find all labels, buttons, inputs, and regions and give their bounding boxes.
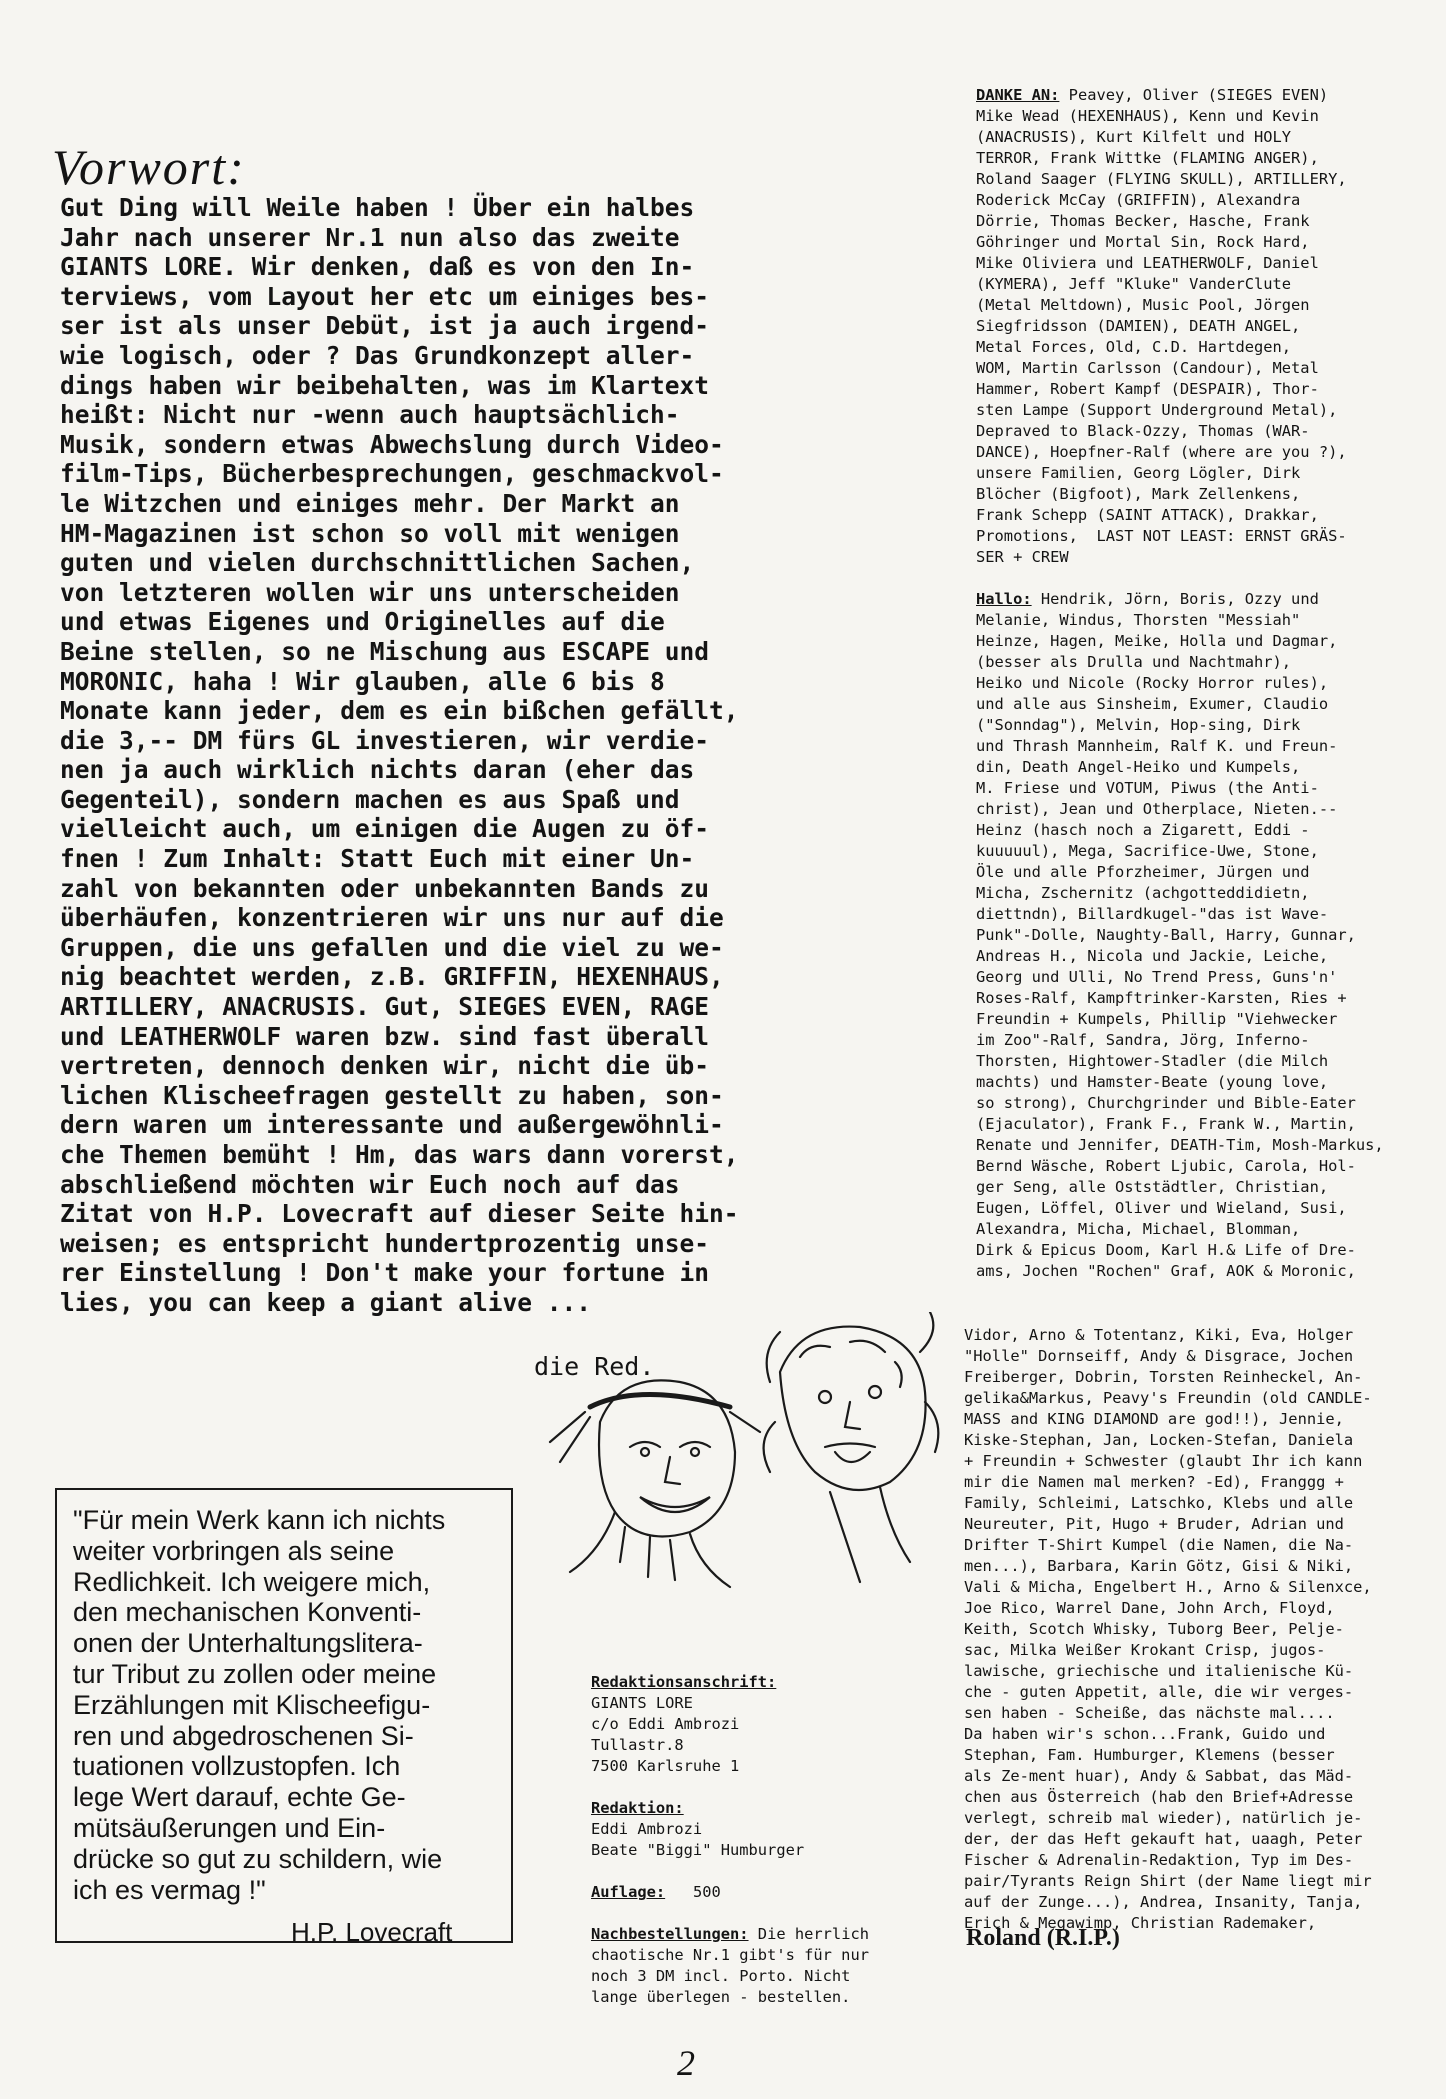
address-label: Redaktionsanschrift: xyxy=(591,1673,777,1691)
cartoon-faces-illustration xyxy=(530,1312,950,1602)
editorial-signature: die Red. xyxy=(534,1352,655,1381)
vorwort-heading: Vorwort: xyxy=(52,139,246,195)
editors-label: Redaktion: xyxy=(591,1799,684,1817)
thanks-label: DANKE AN: xyxy=(976,86,1060,104)
reorder-label: Nachbestellungen: xyxy=(591,1925,749,1943)
editors-text: Eddi Ambrozi Beate "Biggi" Humburger xyxy=(591,1820,805,1859)
imprint xyxy=(591,1672,951,2008)
vorwort-body: Gut Ding will Weile haben ! Über ein halbes Jahr nach unserer Nr.1 nun also das zweite GIANTS LORE. Wir denken, daß es von den In- terviews, vom Layout her etc um einiges bes- ser ist als unser Debüt, ist ja auch irgend- wie logisch, oder ? Das Grundkonzept aller- dings haben wir beibehalten, was im Klartext heißt: Nicht nur -wenn auch hauptsächlich- Musik, sondern etwas Abwechslung durch Video- film-Tips, Bücherbesprechungen, geschmackvol- le Witzchen und einiges mehr. Der Markt an HM-Magazinen ist schon so voll mit wenigen guten und vielen durchschnittlichen Sachen, von letzteren wollen wir uns unterscheiden und etwas Eigenes und Originelles auf die Beine stellen, so ne Mischung aus ESCAPE und MORONIC, haha ! Wir glauben, alle 6 bis 8 Monate kann jeder, dem es ein bißchen gefällt, die 3,-- DM fürs GL investieren, wir verdie- nen ja auch wirklich nichts daran (eher das Gegenteil), sondern machen es aus Spaß und vielleicht auch, um einigen die Augen zu öf- fnen ! Zum Inhalt: Statt Euch mit einer Un- zahl von bekannten oder unbekannten Bands zu überhäufen, konzentrieren wir uns nur auf die Gruppen, die uns gefallen und die viel zu we- nig beachtet werden, z.B. GRIFFIN, HEXENHAUS, ARTILLERY, ANACRUSIS. Gut, SIEGES EVEN, RAGE und LEATHERWOLF waren bzw. sind fast überall vertreten, dennoch denken wir, nicht die üb- lichen Klischeefragen gestellt zu haben, son- dern waren um interessante und außergewöhnli- che Themen bemüht ! Hm, das wars dann vorerst, abschließend möchten wir Euch noch auf das Zitat von H.P. Lovecraft auf dieser Seite hin- weisen; es entspricht hundertprozentig unse- rer Einstellung ! Don't make your fortune in lies, you can keep a giant alive ... xyxy=(60,193,739,1317)
greetings-continued: Vidor, Arno & Totentanz, Kiki, Eva, Holger "Holle" Dornseiff, Andy & Disgrace, Jochen Freiberger, Dobrin, Torsten Reinheckel, An- gelika&Markus, Peavy's Freundin (old CANDLE- MASS and KING DIAMOND are god!!), Jennie, Kiske-Stephan, Jan, Locken-Stefan, Daniela + Freundin + Schwester (glaubt Ihr ich kann mir die Namen mal merken? -Ed), Franggg + Family, Schleimi, Latschko, Klebs und alle Neureuter, Pit, Hugo + Bruder, Adrian und Drifter T-Shirt Kumpel (die Namen, die Na- men...), Barbara, Karin Götz, Gisi & Niki, Vali & Micha, Engelbert H., Arno & Silenxce, Joe Rico, Warrel Dane, John Arch, Floyd, Keith, Scotch Whisky, Tuborg Beer, Pelje- sac, Milka Weißer Krokant Crisp, jugos- lawische, griechische und italienische Kü- che - guten Appetit, alle, die wir verges- sen haben - Scheiße, das nächste mal.... Da haben wir's schon...Frank, Guido und Stephan, Fam. Humburger, Klemens (besser als Ze-ment huar), Andy & Sabbat, das Mäd- chen aus Österreich (hab den Brief+Adresse verlegt, schreib mal wieder), natürlich je- der, der das Heft gekauft hat, uaagh, Peter Fischer & Adrenalin-Redaktion, Typ im Des- pair/Tyrants Reign Shirt (der Name liegt mir auf der Zunge...), Andrea, Insanity, Tanja, Erich & Megawimp, Christian Rademaker, xyxy=(964,1326,1372,1932)
greetings-label: Hallo: xyxy=(976,590,1032,608)
thanks-column xyxy=(976,85,1406,1282)
address-text: GIANTS LORE c/o Eddi Ambrozi Tullastr.8 7500 Karlsruhe 1 xyxy=(591,1694,740,1775)
print-run-value: 500 xyxy=(692,1883,721,1901)
greetings-text: Hendrik, Jörn, Boris, Ozzy und Melanie, Windus, Thorsten "Messiah" Heinze, Hagen, Meike, Holla und Dagmar, (besser als Drulla und Nachtmahr), Heiko und Nicole (Rocky Horror rules), und alle aus Sinsheim, Exumer, Claudio ("Sonndag"), Melvin, Hop-sing, Dirk und Thrash Mannheim, Ralf K. und Freun- din, Death Angel-Heiko und Kumpels, M. Friese und VOTUM, Piwus (the Anti- christ), Jean und Otherplace, Nieten.-- Heinz (hasch noch a Zigarett, Eddi - kuuuuul), Mega, Sacrifice-Uwe, Stone, Öle und alle Pforzheimer, Jürgen und Micha, Zschernitz (achgotteddidietn, diettndn), Billardkugel-"das ist Wave- Punk"-Dolle, Naughty-Ball, Harry, Gunnar, Andreas H., Nicola und Jackie, Leiche, Georg und Ulli, No Trend Press, Guns'n' Roses-Ralf, Kampftrinker-Karsten, Ries + Freundin + Kumpels, Phillip "Viehwecker im Zoo"-Ralf, Sandra, Jörg, Inferno- Thorsten, Hightower-Stadler (die Milch machts) und Hamster-Beate (young love, so strong), Churchgrinder und Bible-Eater (Ejaculator), Frank F., Frank W., Martin, Renate und Jennifer, DEATH-Tim, Mosh-Markus, Bernd Wäsche, Robert Ljubic, Carola, Hol- ger Seng, alle Oststädtler, Christian, Eugen, Löffel, Oliver und Wieland, Susi, Alexandra, Micha, Michael, Blomman, Dirk & Epicus Doom, Karl H.& Life of Dre- ams, Jochen "Rochen" Graf, AOK & Moronic, xyxy=(976,590,1384,1280)
closing-line: Roland (R.I.P.) xyxy=(966,1925,1120,1951)
lovecraft-quote: "Für mein Werk kann ich nichts weiter vorbringen als seine Redlichkeit. Ich weigere mich, den mechanischen Konventi- onen der Unterhaltungslitera- tur Tribut zu zollen oder meine Erzählungen mit Klischeefigu- ren und abgedroschenen Si- tuationen vollzustopfen. Ich lege Wert darauf, echte Ge- mütsäußerungen und Ein- drücke so gut zu schildern, wie ich es vermag !" xyxy=(73,1505,446,1905)
thanks-text: Peavey, Oliver (SIEGES EVEN) Mike Wead (HEXENHAUS), Kenn und Kevin (ANACRUSIS), Kurt Kilfelt und HOLY TERROR, Frank Wittke (FLAMING ANGER), Roland Saager (FLYING SKULL), ARTILLERY, Roderick McCay (GRIFFIN), Alexandra Dörrie, Thomas Becker, Hasche, Frank Göhringer und Mortal Sin, Rock Hard, Mike Oliviera und LEATHERWOLF, Daniel (KYMERA), Jeff "Kluke" VanderClute (Metal Meltdown), Music Pool, Jörgen Siegfridsson (DAMIEN), DEATH ANGEL, Metal Forces, Old, C.D. Hartdegen, WOM, Martin Carlsson (Candour), Metal Hammer, Robert Kampf (DESPAIR), Thor- sten Lampe (Support Underground Metal), Depraved to Black-Ozzy, Thomas (WAR- DANCE), Hoepfner-Ralf (where are you ?), unsere Familien, Georg Lögler, Dirk Blöcher (Bigfoot), Mark Zellenkens, Frank Schepp (SAINT ATTACK), Drakkar, Promotions, LAST NOT LEAST: ERNST GRÄS- SER + CREW xyxy=(976,86,1347,566)
print-run-label: Auflage: xyxy=(591,1883,666,1901)
quote-author: H.P. Lovecraft xyxy=(291,1917,453,1947)
reorder-text: Die herrlich chaotische Nr.1 gibt's für nur noch 3 DM incl. Porto. Nicht lange überlegen - bestellen. xyxy=(591,1925,869,2006)
page-number: 2 xyxy=(677,2043,695,2083)
